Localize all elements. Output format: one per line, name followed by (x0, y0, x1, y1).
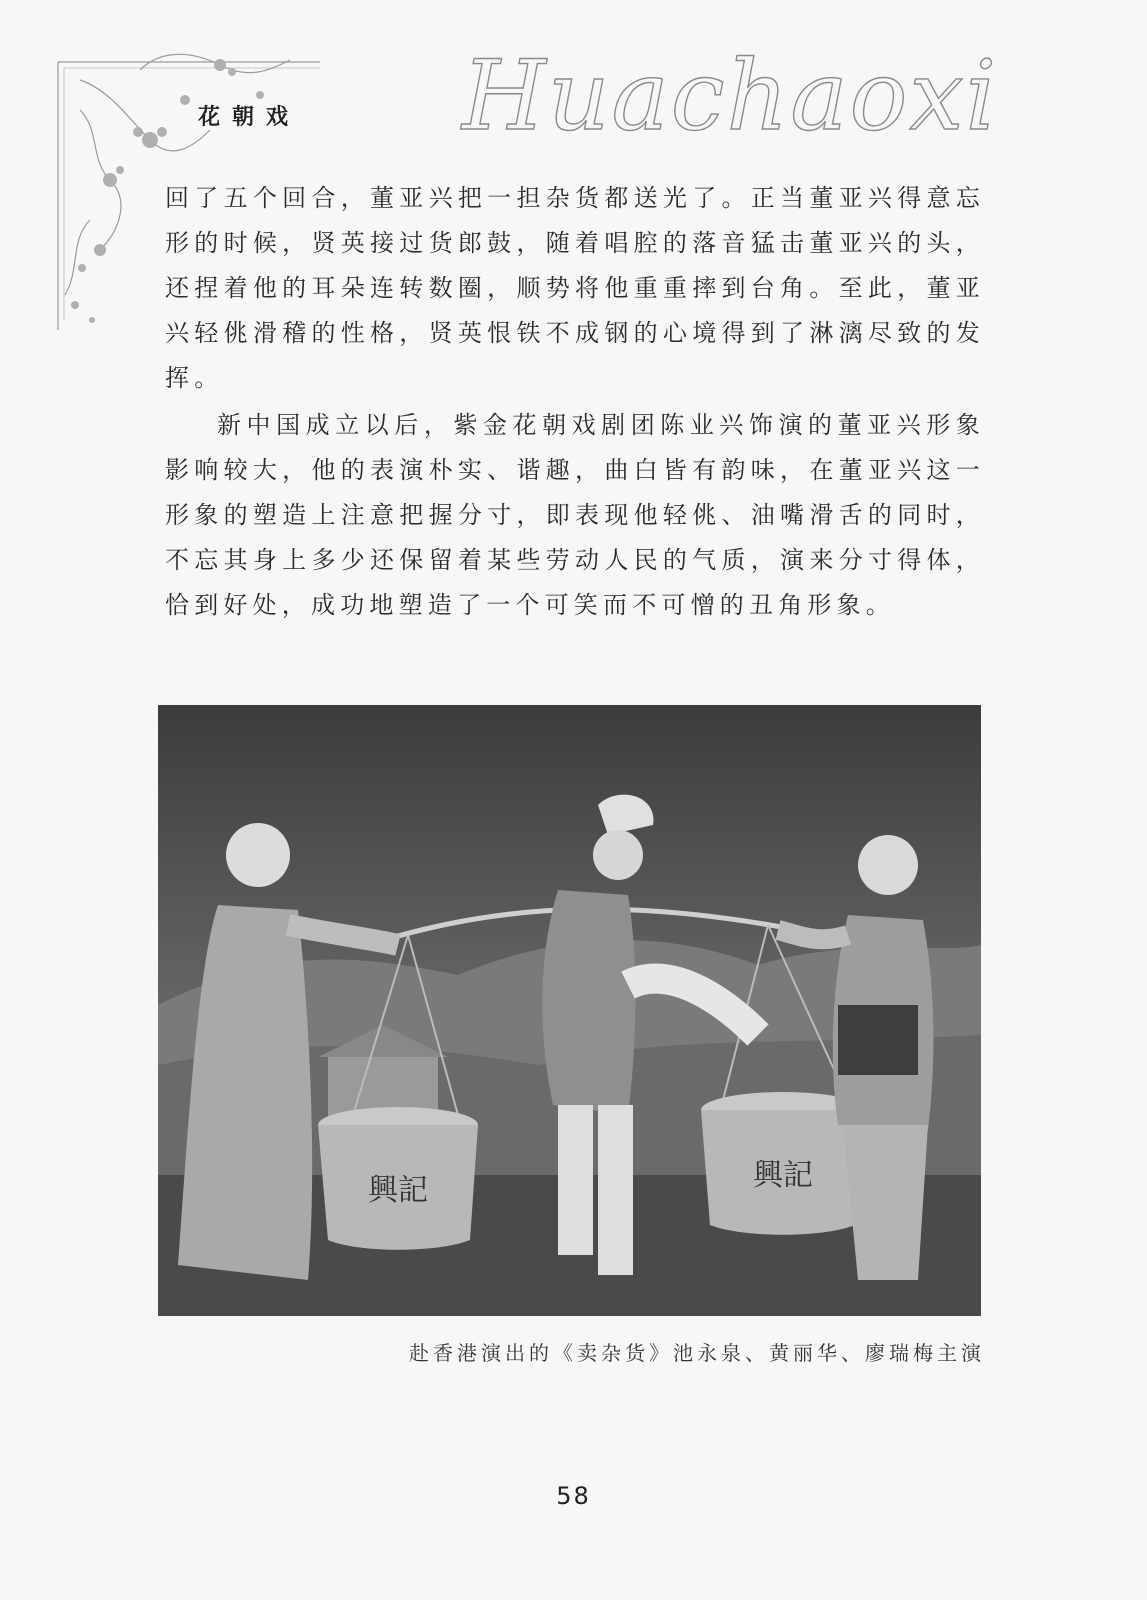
page-number: 58 (556, 1482, 591, 1510)
paragraph-2: 新中国成立以后，紫金花朝戏剧团陈业兴饰演的董亚兴形象影响较大，他的表演朴实、谐趣，曲白皆有韵味，在董亚兴这一形象的塑造上注意把握分寸，即表现他轻佻、油嘴滑舌的同时，不忘其身上多少还保留着某些劳动人民的气质，演来分寸得体，恰到好处，成功地塑造了一个可笑而不可憎的丑角形象。 (165, 411, 985, 619)
header-title: 花朝戏 (198, 105, 301, 130)
header-script-title: Huachaoxi (462, 40, 999, 152)
article-body (165, 176, 985, 628)
stage-photo (158, 705, 981, 1316)
basket-left-label: 興記 (368, 1173, 428, 1208)
paragraph-1: 回了五个回合，董亚兴把一担杂货都送光了。正当董亚兴得意忘形的时候，贤英接过货郎鼓，随着唱腔的落音猛击董亚兴的头，还捏着他的耳朵连转数圈，顺势将他重重摔到台角。至此，董亚兴轻佻滑稽的性格，贤英恨铁不成钢的心境得到了淋漓尽致的发挥。 (165, 184, 985, 392)
photo-caption: 赴香港演出的《卖杂货》池永泉、黄丽华、廖瑞梅主演 (409, 1341, 985, 1365)
basket-right-label: 興記 (753, 1158, 813, 1193)
